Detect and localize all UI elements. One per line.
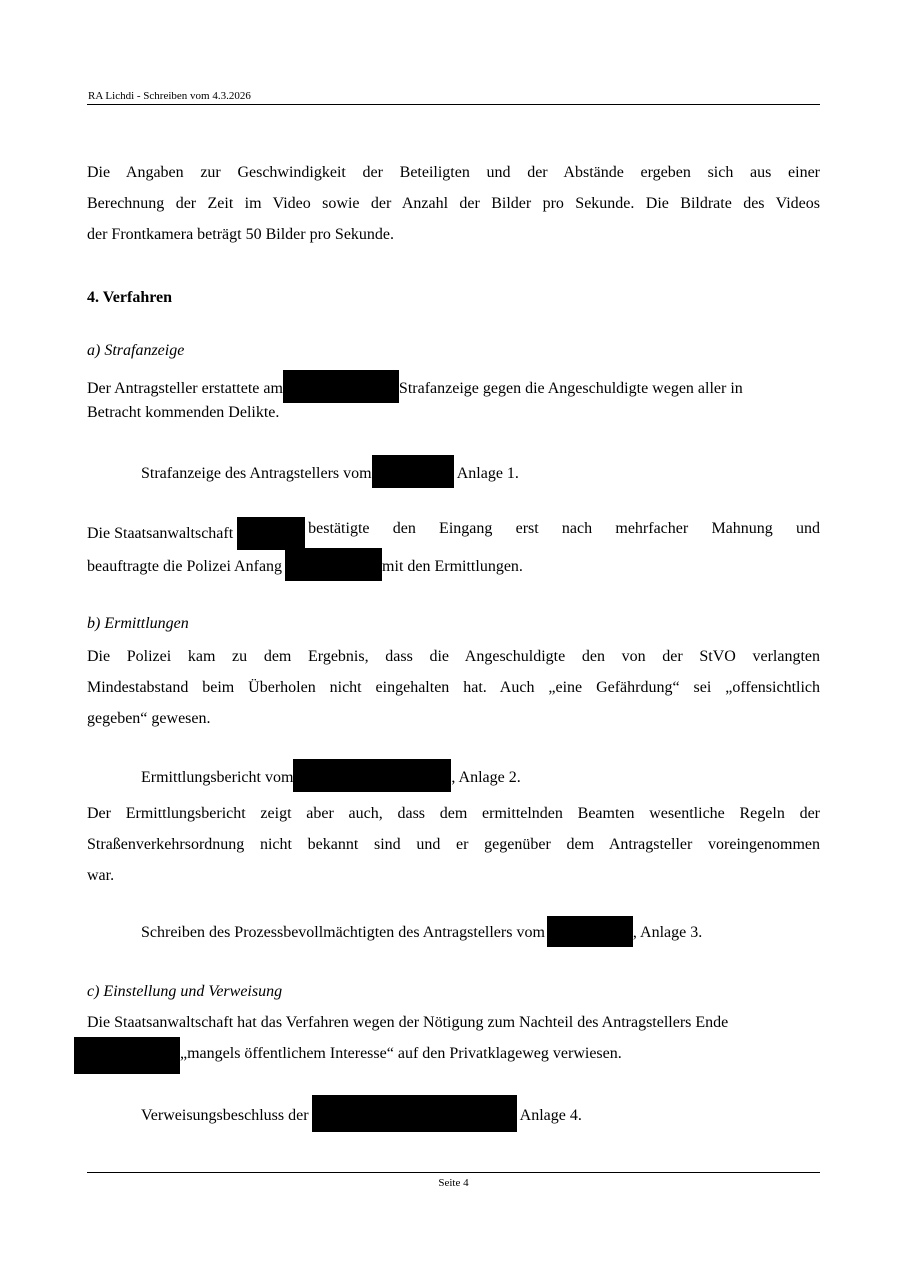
subheading-ermittlungen: b) Ermittlungen: [87, 615, 189, 632]
reference-anlage-1: [141, 455, 519, 488]
redaction-box: [293, 759, 451, 792]
text-line: Mindestabstand beim Überholen nicht eingehalten hat. Auch „eine Gefährdung“ sei „offensichtlich: [87, 679, 820, 696]
paragraph-strafanzeige-line2: Betracht kommenden Delikte.: [87, 404, 280, 421]
text-segment: Anlage 4.: [519, 1107, 582, 1124]
text-segment: Ermittlungsbericht vom: [141, 769, 294, 786]
page-number: Seite 4: [438, 1177, 469, 1189]
redaction-box: [547, 916, 633, 947]
text-line: gegeben“ gewesen.: [87, 710, 211, 727]
section-heading: 4. Verfahren: [87, 289, 173, 306]
paragraph-staatsanwaltschaft-line2: [87, 548, 523, 581]
text-segment: , Anlage 3.: [632, 924, 703, 941]
paragraph-staatsanwaltschaft-line1: [87, 517, 820, 550]
subheading-einstellung: c) Einstellung und Verweisung: [87, 983, 283, 1000]
text-segment: beauftragte die Polizei Anfang: [87, 558, 283, 575]
text-segment: Anlage 1.: [456, 465, 519, 482]
footer-rule: [87, 1172, 820, 1173]
paragraph-frame-rate: [87, 157, 820, 250]
text-segment: bestätigte den Eingang erst nach mehrfacher Mahnung und: [308, 520, 820, 537]
paragraph-einstellung-line2: „mangels öffentlichem Interesse“ auf den Privatklageweg verwiesen.: [180, 1045, 622, 1062]
paragraph-strafanzeige-line1: [87, 370, 820, 403]
subheading-strafanzeige: a) Strafanzeige: [87, 342, 185, 359]
text-segment: Verweisungsbeschluss der: [141, 1107, 309, 1124]
reference-anlage-4: [141, 1095, 582, 1132]
paragraph-ermittlungsbericht: [87, 798, 820, 891]
text-line: Berechnung der Zeit im Video sowie der Anzahl der Bilder pro Sekunde. Die Bildrate des Videos: [87, 195, 820, 212]
page-header: RA Lichdi - Schreiben vom 4.3.2026: [88, 90, 251, 102]
text-line: Straßenverkehrsordnung nicht bekannt sind und er gegenüber dem Antragsteller voreingenommen: [87, 836, 820, 853]
redaction-box: [285, 548, 382, 581]
redaction-box: [312, 1095, 517, 1132]
header-rule: [87, 104, 820, 105]
text-line: war.: [87, 867, 115, 884]
text-segment: Strafanzeige des Antragstellers vom: [141, 465, 372, 482]
redaction-box: [74, 1037, 180, 1074]
text-segment: Der Antragsteller erstattete am: [87, 380, 283, 397]
redaction-box: [283, 370, 399, 403]
text-line: Die Angaben zur Geschwindigkeit der Beteiligten und der Abstände ergeben sich aus einer: [87, 164, 820, 181]
text-group: [87, 517, 305, 550]
paragraph-ermittlungen: [87, 641, 820, 734]
text-segment: Strafanzeige gegen die Angeschuldigte wegen aller in: [398, 380, 743, 397]
text-segment: Die Staatsanwaltschaft: [87, 524, 234, 542]
paragraph-einstellung-line1: Die Staatsanwaltschaft hat das Verfahren wegen der Nötigung zum Nachteil des Antragstellers Ende: [87, 1014, 729, 1031]
reference-anlage-2: [141, 759, 521, 792]
text-segment: Schreiben des Prozessbevollmächtigten des Antragstellers vom: [141, 924, 545, 941]
text-segment: mit den Ermittlungen.: [382, 558, 523, 575]
text-line: Der Ermittlungsbericht zeigt aber auch, dass dem ermittelnden Beamten wesentliche Regeln der: [87, 805, 820, 822]
text-segment: , Anlage 2.: [451, 769, 521, 786]
text-line: der Frontkamera beträgt 50 Bilder pro Sekunde.: [87, 226, 395, 243]
reference-anlage-3: [141, 916, 702, 947]
redaction-box: [372, 455, 454, 488]
redaction-box: [237, 517, 305, 550]
text-line: Die Polizei kam zu dem Ergebnis, dass die Angeschuldigte den von der StVO verlangten: [87, 648, 820, 665]
